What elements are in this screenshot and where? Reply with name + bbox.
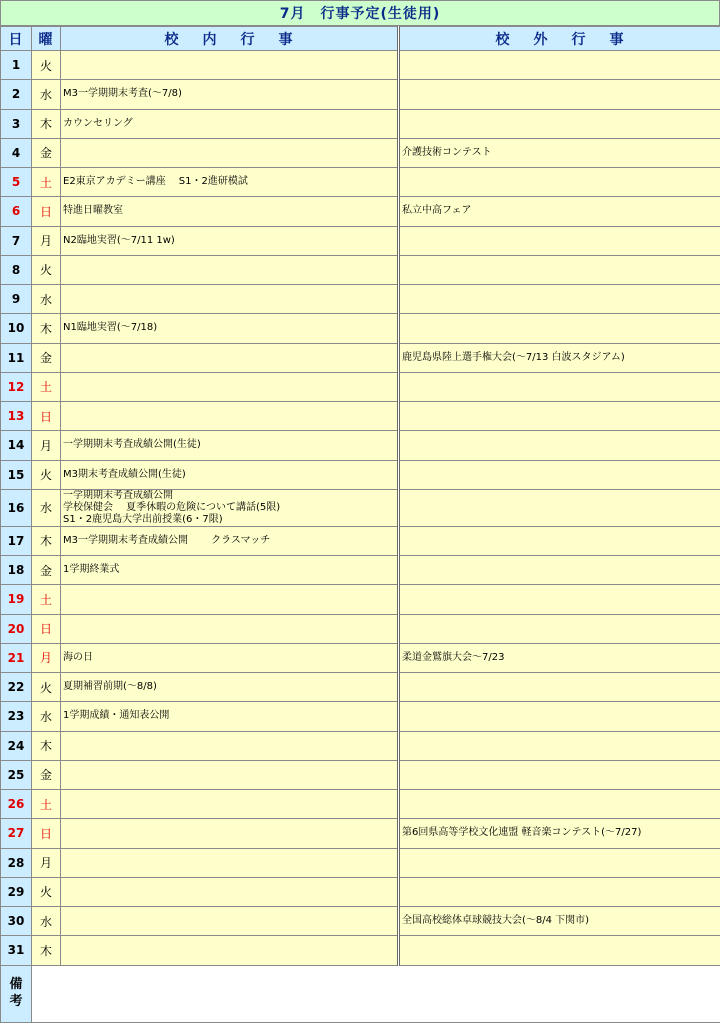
external-event-cell[interactable] [399, 314, 720, 343]
day-cell: 31 [1, 936, 32, 965]
internal-event-text: 1学期終業式 [63, 564, 120, 576]
internal-event-cell[interactable] [61, 614, 399, 643]
day-cell: 12 [1, 372, 32, 401]
day-cell: 11 [1, 343, 32, 372]
table-row [1, 197, 720, 226]
weekday-cell: 月 [32, 431, 61, 460]
day-cell: 1 [1, 51, 32, 80]
external-event-text: 鹿児島県陸上選手権大会(～7/13 白波スタジアム) [402, 351, 625, 363]
table-row [1, 460, 720, 489]
internal-event-cell[interactable] [61, 819, 399, 848]
weekday-cell: 水 [32, 702, 61, 731]
external-event-cell[interactable] [399, 731, 720, 760]
table-row [1, 314, 720, 343]
day-cell: 30 [1, 907, 32, 936]
internal-event-text: 1学期成績・通知表公開 [63, 710, 170, 722]
external-event-cell[interactable] [399, 489, 720, 526]
internal-event-cell[interactable] [61, 255, 399, 284]
internal-event-cell[interactable] [61, 402, 399, 431]
header-day: 日 [1, 27, 32, 51]
internal-event-text: M3一学期期末考査(～7/8) [63, 88, 182, 100]
weekday-cell: 土 [32, 372, 61, 401]
internal-event-cell[interactable] [61, 877, 399, 906]
internal-event-text: N2臨地実習(～7/11 1w) [63, 234, 175, 246]
table-row [1, 819, 720, 848]
table-row [1, 489, 720, 526]
weekday-cell: 月 [32, 643, 61, 672]
day-cell: 8 [1, 255, 32, 284]
table-row [1, 907, 720, 936]
internal-event-cell[interactable] [61, 226, 399, 255]
internal-event-cell[interactable] [61, 285, 399, 314]
weekday-cell: 水 [32, 907, 61, 936]
notes-body[interactable] [32, 965, 720, 1022]
external-event-text: 第6回県高等学校文化連盟 軽音楽コンテスト(～7/27) [402, 827, 642, 839]
internal-event-cell[interactable] [61, 585, 399, 614]
day-cell: 29 [1, 877, 32, 906]
table-row [1, 702, 720, 731]
table-row [1, 51, 720, 80]
header-weekday: 曜 [32, 27, 61, 51]
schedule-rows [1, 51, 720, 966]
day-cell: 14 [1, 431, 32, 460]
external-event-cell[interactable] [399, 702, 720, 731]
internal-event-cell[interactable] [61, 673, 399, 702]
table-row [1, 936, 720, 965]
table-row [1, 877, 720, 906]
internal-event-text: N1臨地実習(～7/18) [63, 322, 158, 334]
internal-event-cell[interactable] [61, 431, 399, 460]
external-event-cell[interactable] [399, 848, 720, 877]
weekday-cell: 火 [32, 51, 61, 80]
weekday-cell: 金 [32, 138, 61, 167]
internal-event-cell[interactable] [61, 489, 399, 526]
weekday-cell: 土 [32, 585, 61, 614]
external-event-cell[interactable] [399, 138, 720, 167]
external-event-cell[interactable] [399, 197, 720, 226]
table-row [1, 109, 720, 138]
external-event-text: 介護技術コンテスト [402, 146, 492, 158]
page-title: 7月 行事予定(生徒用) [0, 0, 720, 26]
day-cell: 7 [1, 226, 32, 255]
day-cell: 15 [1, 460, 32, 489]
external-event-cell[interactable] [399, 460, 720, 489]
table-row [1, 138, 720, 167]
table-row [1, 168, 720, 197]
day-cell: 10 [1, 314, 32, 343]
external-event-cell[interactable] [399, 790, 720, 819]
weekday-cell: 水 [32, 489, 61, 526]
weekday-cell: 月 [32, 226, 61, 255]
weekday-cell: 金 [32, 343, 61, 372]
weekday-cell: 金 [32, 760, 61, 789]
internal-event-text: M3一学期期末考査成績公開 クラスマッチ [63, 534, 271, 546]
external-event-cell[interactable] [399, 285, 720, 314]
external-event-cell[interactable] [399, 936, 720, 965]
internal-event-cell[interactable] [61, 80, 399, 109]
table-row [1, 372, 720, 401]
table-row [1, 760, 720, 789]
internal-event-cell[interactable] [61, 372, 399, 401]
day-cell: 2 [1, 80, 32, 109]
weekday-cell: 木 [32, 526, 61, 555]
external-event-cell[interactable] [399, 585, 720, 614]
header-row [1, 27, 720, 51]
day-cell: 6 [1, 197, 32, 226]
internal-event-cell[interactable] [61, 556, 399, 585]
internal-event-cell[interactable] [61, 760, 399, 789]
internal-event-cell[interactable] [61, 702, 399, 731]
external-event-cell[interactable] [399, 526, 720, 555]
external-event-cell[interactable] [399, 255, 720, 284]
weekday-cell: 水 [32, 80, 61, 109]
weekday-cell: 火 [32, 877, 61, 906]
table-row [1, 255, 720, 284]
external-event-cell[interactable] [399, 431, 720, 460]
weekday-cell: 日 [32, 819, 61, 848]
external-event-cell[interactable] [399, 819, 720, 848]
external-event-cell[interactable] [399, 614, 720, 643]
internal-event-cell[interactable] [61, 168, 399, 197]
external-event-cell[interactable] [399, 556, 720, 585]
day-cell: 5 [1, 168, 32, 197]
external-event-cell[interactable] [399, 226, 720, 255]
external-event-cell[interactable] [399, 907, 720, 936]
weekday-cell: 日 [32, 197, 61, 226]
day-cell: 27 [1, 819, 32, 848]
internal-event-cell[interactable] [61, 460, 399, 489]
weekday-cell: 土 [32, 168, 61, 197]
internal-event-text: カウンセリング [63, 117, 133, 129]
internal-event-text: 一学期期末考査成績公開 [63, 489, 173, 501]
weekday-cell: 火 [32, 460, 61, 489]
table-row [1, 402, 720, 431]
weekday-cell: 木 [32, 109, 61, 138]
weekday-cell: 火 [32, 255, 61, 284]
day-cell: 9 [1, 285, 32, 314]
table-row [1, 790, 720, 819]
header-internal-events: 校 内 行 事 [61, 27, 399, 51]
weekday-cell: 金 [32, 556, 61, 585]
table-row [1, 614, 720, 643]
day-cell: 22 [1, 673, 32, 702]
day-cell: 24 [1, 731, 32, 760]
weekday-cell: 土 [32, 790, 61, 819]
external-event-text: 柔道金鷲旗大会～7/23 [402, 651, 505, 663]
internal-event-cell[interactable] [61, 526, 399, 555]
weekday-cell: 日 [32, 402, 61, 431]
day-cell: 25 [1, 760, 32, 789]
day-cell: 4 [1, 138, 32, 167]
day-cell: 19 [1, 585, 32, 614]
internal-event-cell[interactable] [61, 109, 399, 138]
day-cell: 26 [1, 790, 32, 819]
day-cell: 17 [1, 526, 32, 555]
internal-event-text: 海の日 [63, 651, 93, 663]
internal-event-cell[interactable] [61, 314, 399, 343]
external-event-cell[interactable] [399, 168, 720, 197]
day-cell: 21 [1, 643, 32, 672]
internal-event-cell[interactable] [61, 936, 399, 965]
table-row [1, 226, 720, 255]
weekday-cell: 木 [32, 314, 61, 343]
table-row [1, 731, 720, 760]
table-row [1, 673, 720, 702]
external-event-cell[interactable] [399, 402, 720, 431]
notes-label: 備 考 [1, 965, 32, 1022]
weekday-cell: 木 [32, 936, 61, 965]
day-cell: 28 [1, 848, 32, 877]
header-external-events: 校 外 行 事 [399, 27, 720, 51]
external-event-cell[interactable] [399, 643, 720, 672]
table-row [1, 585, 720, 614]
day-cell: 23 [1, 702, 32, 731]
table-row [1, 343, 720, 372]
external-event-text: 全国高校総体卓球競技大会(～8/4 下関市) [402, 915, 590, 927]
external-event-cell[interactable] [399, 673, 720, 702]
external-event-cell[interactable] [399, 109, 720, 138]
internal-event-cell[interactable] [61, 643, 399, 672]
schedule-table [0, 26, 720, 1023]
table-row [1, 556, 720, 585]
day-cell: 18 [1, 556, 32, 585]
internal-event-text: 特進日曜教室 [63, 205, 123, 217]
internal-event-cell[interactable] [61, 790, 399, 819]
external-event-cell[interactable] [399, 877, 720, 906]
external-event-cell[interactable] [399, 343, 720, 372]
internal-event-text: 夏期補習前期(～8/8) [63, 681, 157, 693]
notes-row [1, 965, 720, 1022]
internal-event-cell[interactable] [61, 138, 399, 167]
external-event-cell[interactable] [399, 760, 720, 789]
external-event-cell[interactable] [399, 51, 720, 80]
day-cell: 20 [1, 614, 32, 643]
external-event-cell[interactable] [399, 372, 720, 401]
table-row [1, 643, 720, 672]
internal-event-text: E2東京アカデミー講座 S1・2進研模試 [63, 176, 248, 188]
internal-event-text: S1・2鹿児島大学出前授業(6・7限) [63, 513, 223, 525]
internal-event-text: M3期末考査成績公開(生徒) [63, 468, 186, 480]
internal-event-cell[interactable] [61, 848, 399, 877]
day-cell: 3 [1, 109, 32, 138]
day-cell: 13 [1, 402, 32, 431]
external-event-cell[interactable] [399, 80, 720, 109]
internal-event-cell[interactable] [61, 51, 399, 80]
weekday-cell: 火 [32, 673, 61, 702]
table-row [1, 80, 720, 109]
table-row [1, 431, 720, 460]
internal-event-cell[interactable] [61, 197, 399, 226]
internal-event-text: 学校保健会 夏季休暇の危険について講話(5限) [63, 501, 281, 513]
day-cell: 16 [1, 489, 32, 526]
weekday-cell: 水 [32, 285, 61, 314]
table-row [1, 285, 720, 314]
table-row [1, 526, 720, 555]
internal-event-cell[interactable] [61, 343, 399, 372]
internal-event-text: 一学期期末考査成績公開(生徒) [63, 439, 201, 451]
table-row [1, 848, 720, 877]
internal-event-cell[interactable] [61, 731, 399, 760]
internal-event-cell[interactable] [61, 907, 399, 936]
weekday-cell: 月 [32, 848, 61, 877]
weekday-cell: 日 [32, 614, 61, 643]
weekday-cell: 木 [32, 731, 61, 760]
external-event-text: 私立中高フェア [402, 205, 472, 217]
